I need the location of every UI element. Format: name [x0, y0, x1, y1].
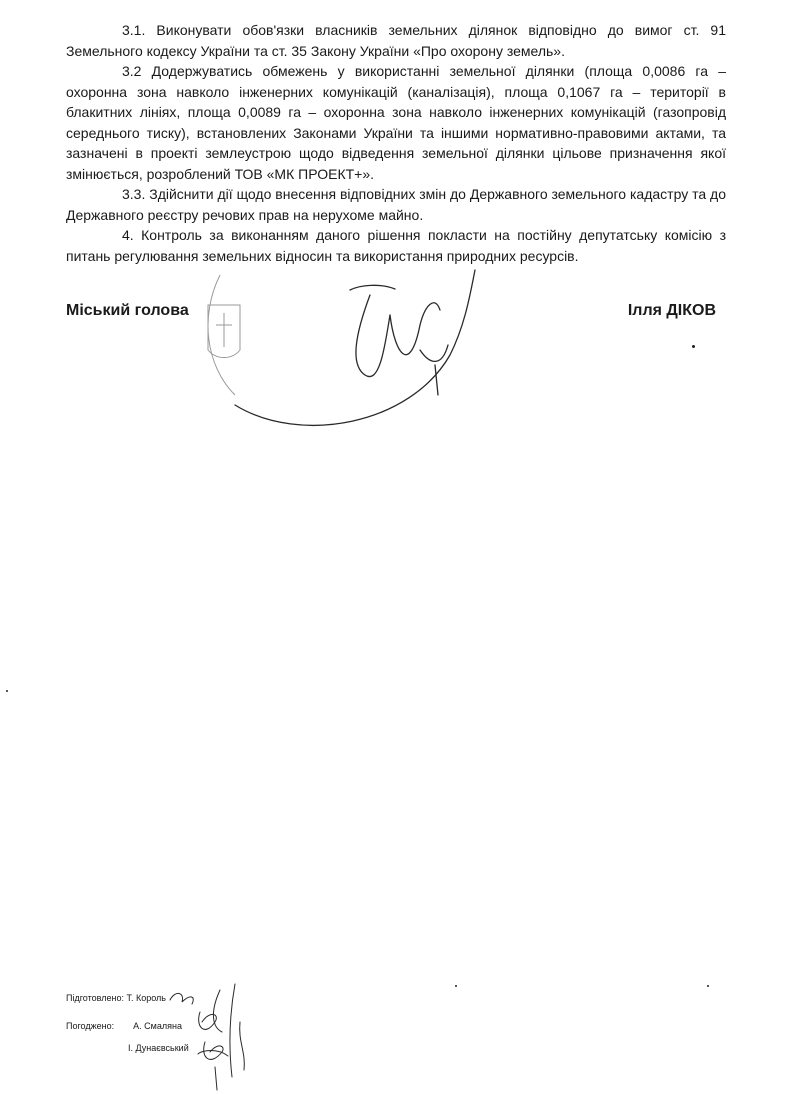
approved-name-2: І. Дунаєвський [128, 1043, 189, 1053]
paragraph-3-3: 3.3. Здійснити дії щодо внесення відповідних змін до Державного земельного кадастру та до Державного реєстру речових прав на нерухоме майно. [66, 186, 726, 223]
prepared-label: Підготовлено: [66, 993, 124, 1003]
paragraph-3-1: 3.1. Виконувати обов'язки власників земельних ділянок відповідно до вимог ст. 91 Земельного кодексу України та ст. 35 Закону України «Про охорону земель». [66, 22, 726, 59]
signature-stamp-graphic [180, 255, 510, 435]
paragraph-4: 4. Контроль за виконанням даного рішення покласти на постійну депутатську комісію з питань регулювання земельних відносин та використання природних ресурсів. [66, 227, 726, 264]
mayor-name: Ілля ДІКОВ [627, 302, 716, 319]
scan-speck [692, 345, 695, 348]
mayor-title: Міський голова [66, 302, 189, 319]
paragraph-3-2: 3.2 Додержуватись обмежень у використанні земельної ділянки (площа 0,0086 га – охоронна зона навколо інженерних комунікацій (каналізація), площа 0,1067 га – території в блакитних лініях, площа 0,0089 га – охоронна зона навколо інженерних комунікацій (газопровід середнього тиску), встановлених Законами України та іншими нормативно-правовими актами, та зазначені в проекті землеустрою щодо відведення земельної ділянки цільове призначення якої змінюється, розроблений ТОВ «МК ПРОЕКТ+». [66, 63, 726, 182]
prepared-name: Т. Король [126, 993, 166, 1003]
initials-signatures-graphic [160, 982, 255, 1092]
approved-name-1: А. Смаляна [133, 1021, 182, 1031]
scan-speck [455, 985, 457, 987]
approved-label: Погоджено: [66, 1021, 115, 1031]
scan-speck [6, 690, 8, 692]
decision-body [66, 20, 726, 266]
scan-speck [707, 985, 709, 987]
